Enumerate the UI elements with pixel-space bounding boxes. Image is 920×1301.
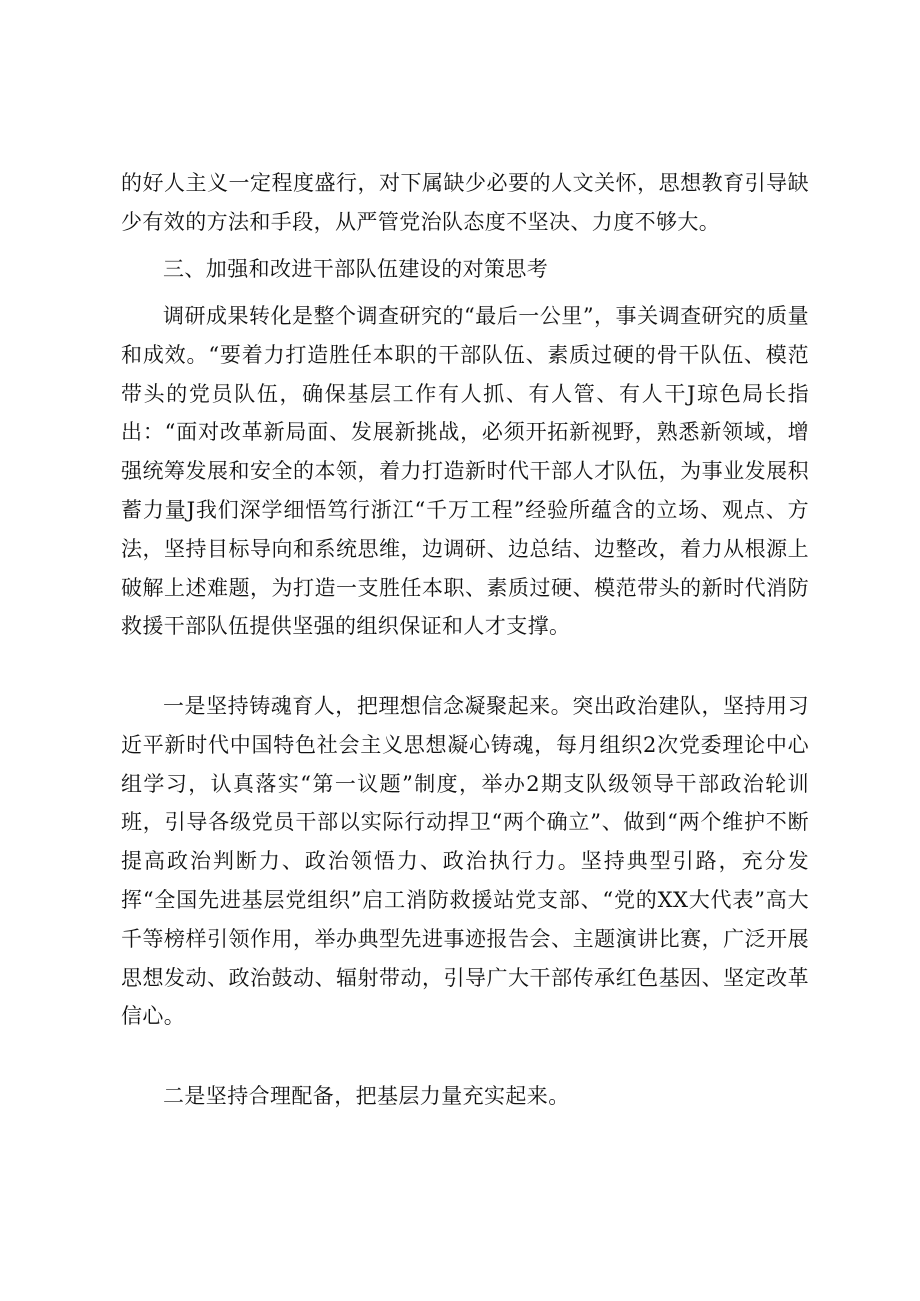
section-heading: 三、加强和改进干部队伍建设的对策思考 bbox=[163, 257, 549, 281]
paragraph-3: 一是坚持铸魂育人，把理想信念凝聚起来。突出政治建队，坚持用习近平新时代中国特色社会主义思想凝心铸魂，每月组织2次党委理论中心组学习，认真落实“第一议题”制度，举办2期支队级领导干部政治轮训班，引导各级党员干部以实际行动捍卫“两个确立”、做到“两个维护不断提高政治判断力、政治领悟力、政治执行力。坚持典型引路，充分发挥“全国先进基层党组织”启工消防救援站党支部、“党的XX大代表”高大千等榜样引领作用，举办典型先进事迹报告会、主题演讲比赛，广泛开展思想发动、政治鼓动、辐射带动，引导广大干部传承红色基因、坚定改革信心。 bbox=[121, 694, 809, 1029]
paragraph-2: 调研成果转化是整个调查研究的“最后一公里”，事关调查研究的质量和成效。“要着力打造胜任本职的干部队伍、素质过硬的骨干队伍、模范带头的党员队伍，确保基层工作有人抓、有人管、有人干J琼色局长指出：“面对改革新局面、发展新挑战，必须开拓新视野，熟悉新领域，增强统筹发展和安全的本领，着力打造新时代干部人才队伍，为事业发展积蓄力量J我们深学细悟笃行浙江“千万工程”经验所蕴含的立场、观点、方法，坚持目标导向和系统思维，边调研、边总结、边整改，着力从根源上破解上述难题，为打造一支胜任本职、素质过硬、模范带头的新时代消防救援干部队伍提供坚强的组织保证和人才支撑。 bbox=[121, 304, 809, 639]
paragraph-4: 二是坚持合理配备，把基层力量充实起来。 bbox=[163, 1084, 570, 1108]
paragraph-1: 的好人主义一定程度盛行，对下属缺少必要的人文关怀，思想教育引导缺少有效的方法和手段，从严管党治队态度不坚决、力度不够大。 bbox=[121, 171, 809, 234]
